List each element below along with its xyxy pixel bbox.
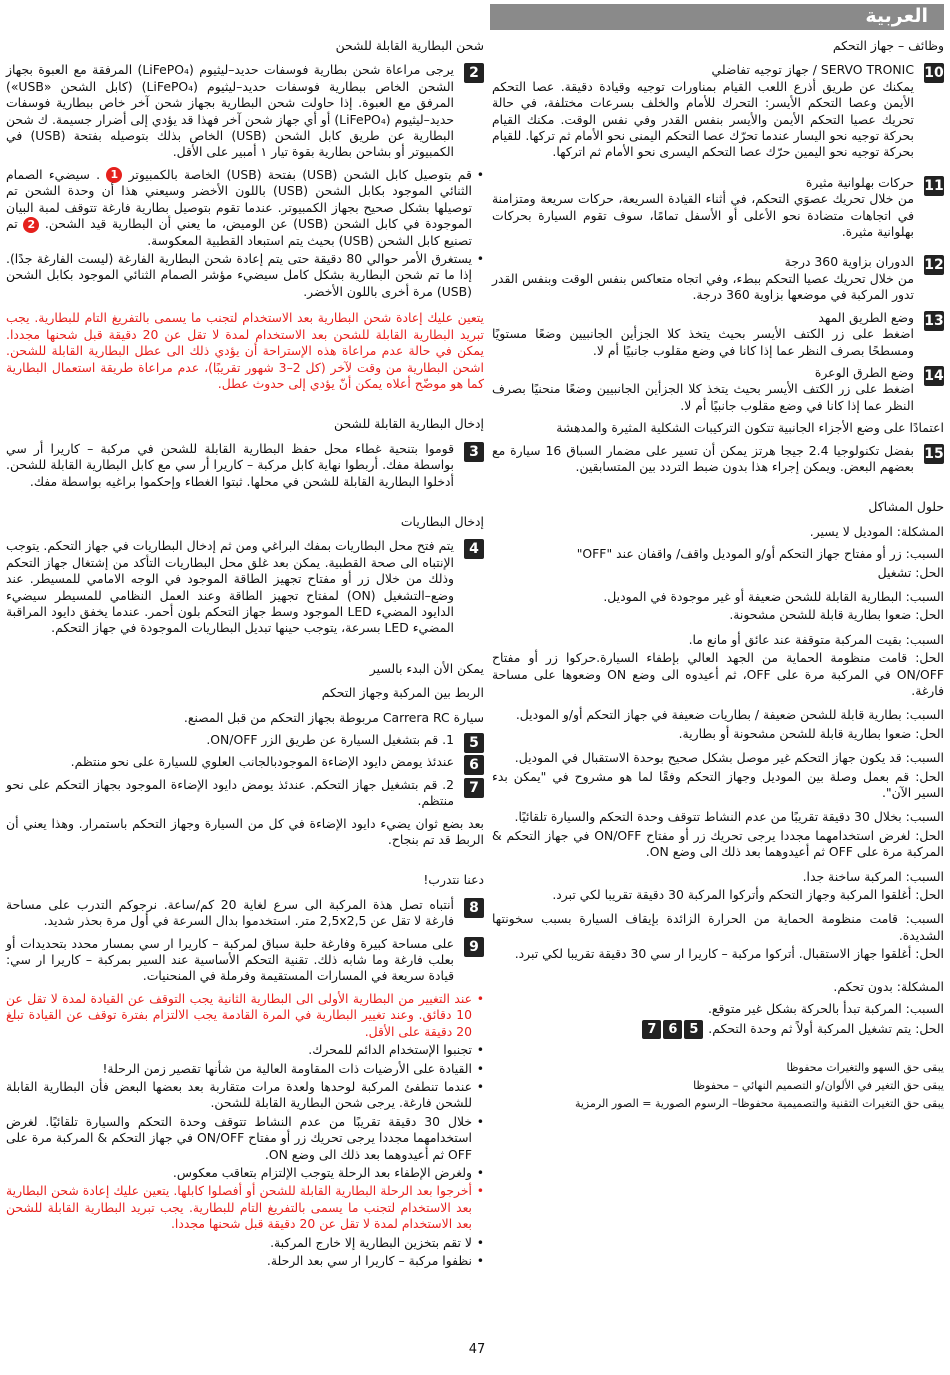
bullet-text: . سيضيء الصمام الثنائي الموجود بكابل الشحن (USB) باللون الأخضر وسيعني هذا أن وحدة الشحن تم توصيلها بشكل صحيح بجهاز الكمبيوتر. عندما تقوم بتوصيل بطارية فارغة تتوقف لمبة البيان الموجودة في كابل الشحن (USB) عن الوميض، ما يعني أن البطارية قيد الشحن.	[6, 166, 472, 232]
bullet-item: • خلال 30 دقيقة تقريبًا من عدم النشاط تتوقف وحدة التحكم والسيارة تلقائيًا. لغرض استخدامهما مجددا يرجى تحريك زر أو مفتاح ON/OFF في جهاز التحكم & المركبة مرة على OFF ثم أعيدوهما بعد ذلك الى وضع ON.	[6, 1114, 484, 1163]
step-number: 8	[464, 898, 484, 918]
bullet-item: • ولغرض الإطفاء بعد الرحلة يتوجب الإلتزام بتعاقب معكوس.	[6, 1165, 484, 1181]
practice-bullets	[6, 991, 484, 1270]
left-column	[6, 38, 484, 1271]
section-title-insert-rechargeable: إدخال البطارية القابلة للشحن	[333, 416, 484, 432]
step-number: 11	[924, 177, 944, 194]
step-number: 10	[924, 65, 944, 82]
step-ref-icon: 5	[684, 1020, 703, 1039]
cause-text: السبب: المركبة تبدأ بالحركة بشكل غير متوقع.	[707, 1001, 944, 1017]
cause-text: السبب: زر أو مفتاح جهاز التحكم أو/و الموديل واقف/ واقفان عند "OFF"	[576, 546, 944, 562]
bullet-text: قم بتوصيل كابل الشحن (USB) بفتحة (USB) الخاصة بالكمبيوتر	[122, 166, 472, 182]
after-pairing-text: بعد بضع ثوان يضيء دايود الإضاءة في كل من السيارة وجهاز التحكم باستمرار. وهذا يعني أن الربط قد تم بنجاح.	[6, 815, 484, 848]
step-ref-icon: 6	[663, 1020, 682, 1039]
step-number: 6	[464, 755, 484, 775]
step-number: 15	[924, 445, 944, 462]
callout-icon: 2	[23, 217, 39, 233]
cause-block	[492, 869, 944, 904]
step-15	[492, 443, 944, 476]
section-title-batteries: إدخال البطاريات	[400, 513, 484, 529]
right-column	[492, 38, 944, 1113]
fix-text	[492, 1020, 944, 1039]
step-title: وضع الطرق الوعرة	[814, 364, 914, 380]
step-7	[6, 777, 484, 810]
step-2	[6, 62, 484, 160]
section-title-functions: وظائف – جهاز التحكم	[832, 38, 944, 53]
step-text: يتم فتح محل البطاريات بمفك البراغي ومن ثم إدخال البطاريات في جهاز التحكم. يتوجب الإنتباه الى صحة القطبية. يمكن بعد غلق محل البطاريات التأكد من إشتغال جهاز التحكم وذلك من خلال زر أو مفتاح تجهيز الطاقة الموجود في الوجه الامامي للمسيطر. عند وضع–التشغيل (ON) لمفتاح تجهيز الطاقة وعند العمل النظامي للمسيطر سيضيء الدايود المضيء LED الموجود وسط جهاز التحكم بلون أحمر. عندما يخفق دايود المراقبة المضيء LED بسرعة، يتوجب حينها تبديل البطاريات الموجودة في جهاز التحكم.	[6, 538, 454, 636]
callout-icon: 1	[106, 167, 122, 183]
step-ref-icon: 7	[642, 1020, 661, 1039]
bullet-item: • القيادة على الأرضيات ذات المقاومة العالية من شأنها تقصير زمن الرحلة!	[6, 1061, 484, 1077]
step-text: عندئذ يومض دايود الإضاءة الموجودبالجانب العلوي للسيارة على نحو منتظم.	[70, 754, 454, 770]
step-text: من خلال تحريك عصيا التحكم ببطء، وفي اتجاه متعاكس بنفس الوقت وبنفس القدر تدور المركبة في موضعها بزاوية 360 درجة.	[492, 270, 914, 303]
pairing-text: سيارة Carrera RC مربوطة بجهاز التحكم من قبل المصنع.	[183, 709, 484, 725]
cause-block	[492, 707, 944, 742]
fix-text: الحل: أغلقوا المركبة وجهاز التحكم وأتركوا المركبة 30 دقيقة تقريبا لكي تبرد.	[552, 887, 944, 903]
step-text: يرجى مراعاة شحن بطارية فوسفات حديد–ليثيوم (LiFePO₄) المرفقة مع العبوة بجهاز الشحن الخاص ببطارية فوسفات حديد–ليثيوم (LiFePO₄) (كابل الشحن «USB») المرفق مع العبوة. إذا حاولت شحن البطارية بجهاز شحن آخر خاص ببطارية فوسفات حديد–ليثيوم (LiFePO₄) أو أي جهاز شحن آخر فهذا قد يؤدي إلى أضرار جسيمة. ك شحن البطارية عن طريق كابل الشحن (USB) الخاص بذلك بتوصيله بفتحة (USB) في الكمبيوتر أو بشاحن بطارية بقوة تيار ١ أمبير على الأقل.	[6, 62, 454, 160]
step-5	[6, 732, 484, 751]
step-text: اضغط على زر الكتف الأيسر بحيث يتخذ كلا الجزأين الجانبيين وضعًا منحنيًا بصرف النظر عما إذا كانا في وضع مقلوب جانبيًا أم لا.	[492, 381, 914, 413]
battery-warning: يتعين عليك إعادة شحن البطارية بعد الاستخدام لتجنب ما يسمى بالتفريغ التام للبطارية. يجب تبريد البطارية القابلة للشحن بعد الاستخدام لمدة لا تقل عن 20 دقيقة قبل شحنها مجددا. يمكن في حالة عدم مراعاة هذه الإستراحة أن يؤدي ذلك الى عطل البطارية القابلة للشحن. اشحن البطارية من وقت لآخر (كل 2–3 شهور تقريبًا)، عدم مراعاة طريقة استعمال البطارية كما هو موضّح أعلاه يمكن أنّ يؤدي إلى حدوث عطل.	[6, 310, 484, 391]
bullet-item: • أخرجوا بعد الرحلة البطارية القابلة للشحن أو أفصلوا كابلها. يتعين عليك إعادة شحن البطارية بعد الاستخدام لتجنب ما يسمى بالتفريغ التام للبطارية. يجب تبريد البطارية القابلة للشحن بعد الاستخدام لمدة لا تقل عن 20 دقيقة قبل شحنها مجددا.	[6, 1183, 484, 1232]
fix-text: الحل: تشغيل	[877, 564, 944, 580]
cause-text: السبب: قد يكون جهاز التحكم غير موصل بشكل صحيح بوحدة الاستقبال في الموديل.	[514, 750, 944, 766]
step-9	[6, 936, 484, 985]
cause-text: السبب: قامت منظومة الحماية من الحرارة الزائدة بإيقاف السيارة بسبب سخونتها الشديدة.	[492, 911, 944, 943]
bullet-text: يستغرق الأمر حوالي 80 دقيقة حتى يتم إعادة شحن البطارية الفارغة (ليست الفارغة جدًا). إذا ما تم شحن البطارية بشكل كامل سيضيء مؤشر الصمام الثنائي الموجود بكابل الشحن (USB) مرة أخرى باللون الأخضر.	[6, 251, 472, 299]
bullet-item: • عندما تنطفئ المركبة لوحدها ولعدة مرات متقاربة بعد بعضها البعض فأن البطارية القابلة للشحن فارغة. يرجى شحن البطارية القابلة للشحن.	[6, 1079, 484, 1112]
step-number: 12	[924, 257, 944, 274]
fix-text: الحل: ضعوا بطارية قابلة للشحن مشحونة أو بطارية.	[678, 725, 944, 741]
step-8	[6, 897, 484, 930]
problem-label: المشكلة: الموديل لا يسير.	[809, 523, 944, 539]
step-text: 1. قم بتشغيل السيارة عن طريق الزر ON/OFF.	[206, 732, 454, 747]
rights-line: يبقى حق السهو والتغيرات محفوظا	[786, 1060, 944, 1074]
step-number: 5	[464, 733, 484, 753]
bullet-item: • نظفوا مركبة – كاريرا ار سي بعد الرحلة.	[6, 1253, 484, 1269]
step-text: اضغط على زر الكتف الأيسر بحيث يتخذ كلا الجزأين الجانبيين وضعًا مستويًا ومسطحًا بصرف النظر عما إذا كانا في وضع مقلوب جانبيًا أم لا.	[492, 326, 914, 358]
bullet-item: • تجنبوا الإستخدام الدائم للمحرك.	[6, 1042, 484, 1058]
section-title-start: يمكن الأن البدء بالسير	[369, 660, 484, 676]
bullet-item: • لا تقم بتخزين البطارية إلا خارج المركبة.	[6, 1235, 484, 1251]
fix-text: الحل: أغلقوا جهاز الاستقبال. أتركوا مركبة – كاريرا ار سي 30 دقيقة تقريبا لكي تبرد.	[514, 946, 944, 962]
step-text: يمكنك عن طريق أذرع اللعب القيام بمناورات توجيه وقيادة دقيقة. عصا التحكم الأيمن وعصا التحكم الأيسر: التحرك للأمام والخلف بسرعات مختلفة، في حالة تحريك عصيا التحكم الأيمن والأيسر بنفس القدر وفي نفس الوقت. مكنك القيام بحركة توجيه نحو اليسار عندما تحرّك عصا التحكم اليمنى نحو الأمام ثم تركها. للقيام بحركة توجيه نحو اليمين حرّك عصا التحكم اليسرى نحو الأمام ثم اتركها.	[492, 78, 914, 160]
step-text: من خلال تحريك عصوَي التحكم، في أثناء القيادة السريعة، حركات سريعة ومتزامنة في اتجاهات متضادة نحو الأعلى أو الأسفل تمامًا، سوف تقوم السيارة بحركات بهلوانية مثيرة.	[492, 191, 914, 240]
section-title-pairing: الربط بين المركبة وجهاز التحكم	[321, 685, 484, 701]
rights-line: يبقى حق التغيرات التقنية والتصميمية محفوظا– الرسوم الصورية = الصور الرمزية	[574, 1096, 944, 1110]
cause-text: السبب: بطارية قابلة للشحن ضعيفة / بطاريات ضعيفة في جهاز التحكم أو/و الموديل.	[515, 707, 944, 723]
cause-text: السبب: بقيت المركبة متوقفة عند عائق أو مانع ما.	[688, 631, 944, 647]
cause-block	[492, 546, 944, 581]
cause-block	[492, 632, 944, 700]
cause-text: السبب: البطارية القابلة للشحن ضعيفة أو غير موجودة في الموديل.	[603, 588, 944, 604]
fix-text-label: الحل: يتم تشغيل المركبة أولاً ثم وحدة التحكم.	[708, 1020, 944, 1036]
bullet-text: تم تصنيع كابل الشحن (USB) بحيث يتم استبعاد القطبية المعكوسة.	[6, 216, 472, 248]
step-number: 9	[464, 937, 484, 957]
step-number: 13	[924, 312, 944, 329]
rights-notes	[492, 1059, 944, 1113]
step-13	[492, 310, 944, 359]
fix-text: الحل: ضعوا بطارية قابلة للشحن مشحونة.	[729, 607, 944, 623]
problem-label: المشكلة: بدون تحكم.	[833, 978, 944, 994]
rights-line: يبقى حق التغير في الألوان/و التصميم النهائي – محفوظا	[693, 1078, 944, 1092]
step-number: 14	[924, 367, 944, 384]
step-text: 2. قم بتشغيل جهاز التحكم. عندئذ يومض دايود الإضاءة الموجود بجهاز التحكم على نحو منتظم.	[6, 776, 454, 809]
step-number: 2	[464, 63, 484, 83]
step-text: أنتباه تصل هذة المركبة الى سرع لغاية 20 كم/ساعة. نرجوكم التدرب على مساحة فارغة لا تقل عن 2,5x2,5 متر. استخدموا بدال السرعة في أول مرة بحذر شديد.	[6, 896, 454, 929]
step-number: 7	[464, 778, 484, 798]
section-title-troubleshooting: حلول المشاكل	[868, 499, 944, 515]
bullet-item: • عند التغيير من البطارية الأولى الى البطارية الثانية يجب التوقف عن القيادة لمدة لا تقل عن 10 دقائق. وعند تغيير البطارية في المرة القادمة يجب الالتزام بفترة توقف عن القيادة تبلغ 20 دقيقة على الأقل.	[6, 991, 484, 1040]
page-number: 47	[468, 1342, 486, 1357]
step-text: قوموا بتنحية غطاء محل حفظ البطارية القابلة للشحن في مركبة – كاريرا أر سي بواسطة مفك. أربطوا نهاية كابل مركبة – كاريرا أر سي مع كابل البطارية القابلة للشحن. أدخلوا البطارية القابلة للشحن في محلها. ثبتوا الغطاء وإحكموا براغيه بواسطة مفك.	[6, 440, 454, 489]
fix-text: الحل: قامت منظومة الحماية من الجهد العالي بإطفاء السيارة.حركوا زر أو مفتاح ON/OFF في المركبة مرة على OFF، ثم أعيدوه الى وضع ON وضعوها على مساحة فارغة.	[492, 650, 944, 698]
section-title-practice: دعنا نتدرب!	[423, 872, 484, 888]
step-3	[6, 441, 484, 490]
step-title: حركات بهلوانية مثيرة	[805, 174, 914, 190]
section-title-charging: شحن البطارية القابلة للشحن	[335, 38, 484, 53]
fix-text: الحل: قم بعمل وصلة بين الموديل وجهاز التحكم وفقًا لما هو مشروح في "يمكن بدء السير الآن".	[492, 768, 944, 801]
language-header: العربية	[490, 4, 944, 30]
step-number: 3	[464, 442, 484, 462]
combo-text: اعتمادًا على وضع الأجزاء الجانبية تتكون التركيبات الشكلية المثيرة والمدهشة	[556, 420, 944, 436]
step-11	[492, 175, 944, 241]
bullet-item	[6, 167, 484, 249]
step-title: الدوران بزاوية 360 درجة	[784, 254, 914, 270]
step-14	[492, 365, 944, 414]
step-title: وضع الطريق المهد	[818, 309, 914, 325]
cause-block	[492, 589, 944, 624]
step-text: على مساحة كبيرة وفارغة حلبة سباق لمركبة – كاريرا ار سي بمسار محدد بتحديدات أو بعلب فارغة وما شابه ذلك. تقنية التحكم الأساسية عند السير بمركبة – كاريرا ار سي: قيادة سريعة في المسارات المستقيمة وفرملة في المنحنيات.	[6, 935, 454, 984]
cause-block	[492, 911, 944, 962]
fix-text: الحل: لغرض استخدامهما مجددا يرجى تحريك زر أو مفتاح ON/OFF في جهاز التحكم & المركبة مرة على OFF ثم أعيدوهما بعد ذلك الى وضع ON.	[492, 827, 944, 860]
cause-text: السبب: بخلال 30 دقيقة تقريبًا من عدم النشاط تتوقف وحدة التحكم والسيارة تلقائيًا.	[514, 809, 944, 825]
cause-block	[492, 809, 944, 860]
cause-block	[492, 750, 944, 801]
step-10	[492, 62, 944, 160]
step-12	[492, 254, 944, 303]
step-number: 4	[464, 539, 484, 559]
bullet-item	[6, 251, 484, 300]
cause-text: السبب: المركبة ساخنة جدا.	[802, 868, 944, 884]
step-text: بفضل تكنولوجيا 2.4 جيجا هرتز يمكن أن تسير على مضمار السباق 16 سيارة مع بعضهم البعض. ويمكن إجراء هذا بدون ضبط التردد بين المتسابقين.	[492, 442, 915, 474]
causes-list	[492, 546, 944, 963]
step-title: SERVO TRONIC / جهاز توجيه تفاضلي	[711, 62, 914, 78]
step-4	[6, 538, 484, 636]
step-6	[6, 754, 484, 774]
